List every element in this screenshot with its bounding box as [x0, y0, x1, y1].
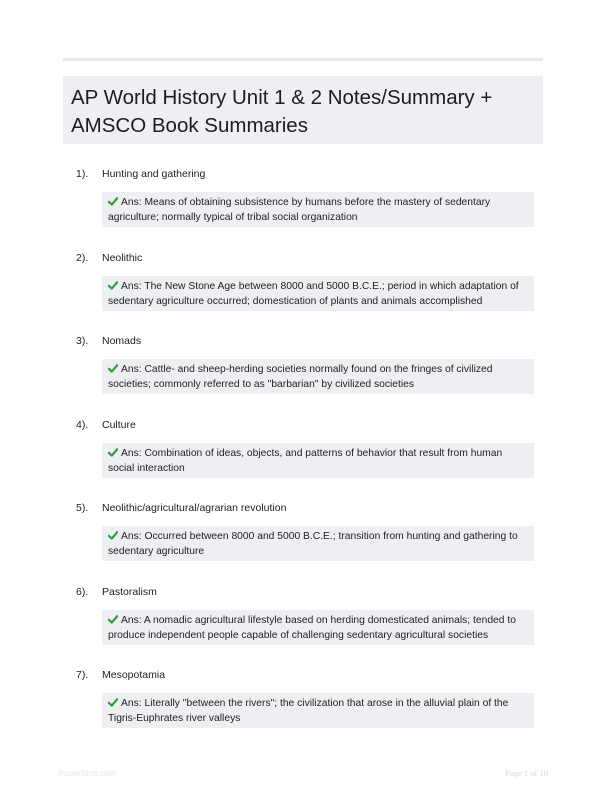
question-number: 5). — [76, 502, 89, 514]
check-icon — [108, 531, 118, 540]
answer-box — [102, 192, 534, 227]
answer-box — [102, 359, 534, 394]
question-item — [0, 334, 606, 404]
answer-box — [102, 276, 534, 311]
question-item — [0, 251, 606, 321]
answer-box — [102, 693, 534, 728]
check-icon — [108, 197, 118, 206]
question-item — [0, 418, 606, 488]
page-number: Page 1 of 10 — [505, 768, 548, 778]
question-term: Neolithic — [102, 252, 143, 264]
title-box — [63, 76, 543, 144]
question-number: 6). — [76, 586, 89, 598]
check-icon — [108, 448, 118, 457]
answer-box — [102, 443, 534, 478]
question-term: Pastoralism — [102, 586, 157, 598]
answer-text: Ans: The New Stone Age between 8000 and 5000 B.C.E.; period in which adaptation of sedentary agriculture occurred; domestication of plants and animals accomplished — [108, 281, 519, 307]
top-divider — [63, 58, 543, 61]
answer-text: Ans: Literally "between the rivers"; the civilization that arose in the alluvial plain of the Tigris-Euphrates river valleys — [108, 698, 509, 724]
check-icon — [108, 698, 118, 707]
question-number: 7). — [76, 669, 89, 681]
question-number: 3). — [76, 335, 89, 347]
question-number: 4). — [76, 419, 89, 431]
check-icon — [108, 615, 118, 624]
answer-text: Ans: Cattle- and sheep-herding societies normally found on the fringes of civilized societies; commonly referred to as "barbarian" by civilized societies — [108, 364, 493, 390]
question-item — [0, 167, 606, 237]
answer-text: Ans: A nomadic agricultural lifestyle based on herding domesticated animals; tended to produce independent people capable of challenging sedentary agricultural societies — [108, 615, 516, 641]
answer-box — [102, 610, 534, 645]
question-term: Hunting and gathering — [102, 168, 206, 180]
question-item — [0, 668, 606, 738]
check-icon — [108, 364, 118, 373]
question-term: Nomads — [102, 335, 142, 347]
answer-text: Ans: Combination of ideas, objects, and patterns of behavior that result from human social interaction — [108, 448, 503, 474]
question-term: Culture — [102, 419, 136, 431]
answer-text: Ans: Means of obtaining subsistence by humans before the mastery of sedentary agriculture; normally typical of tribal social organization — [108, 197, 491, 223]
answer-box — [102, 526, 534, 561]
question-number: 1). — [76, 168, 89, 180]
question-term: Neolithic/agricultural/agrarian revolution — [102, 502, 287, 514]
question-term: Mesopotamia — [102, 669, 166, 681]
page-title: AP World History Unit 1 & 2 Notes/Summary + AMSCO Book Summaries — [71, 86, 493, 137]
question-item — [0, 585, 606, 655]
question-number: 2). — [76, 252, 89, 264]
footer-watermark: PaperStrip.com — [58, 768, 117, 778]
check-icon — [108, 281, 118, 290]
answer-text: Ans: Occurred between 8000 and 5000 B.C.E.; transition from hunting and gathering to sedentary agriculture — [108, 531, 518, 557]
question-item — [0, 501, 606, 571]
